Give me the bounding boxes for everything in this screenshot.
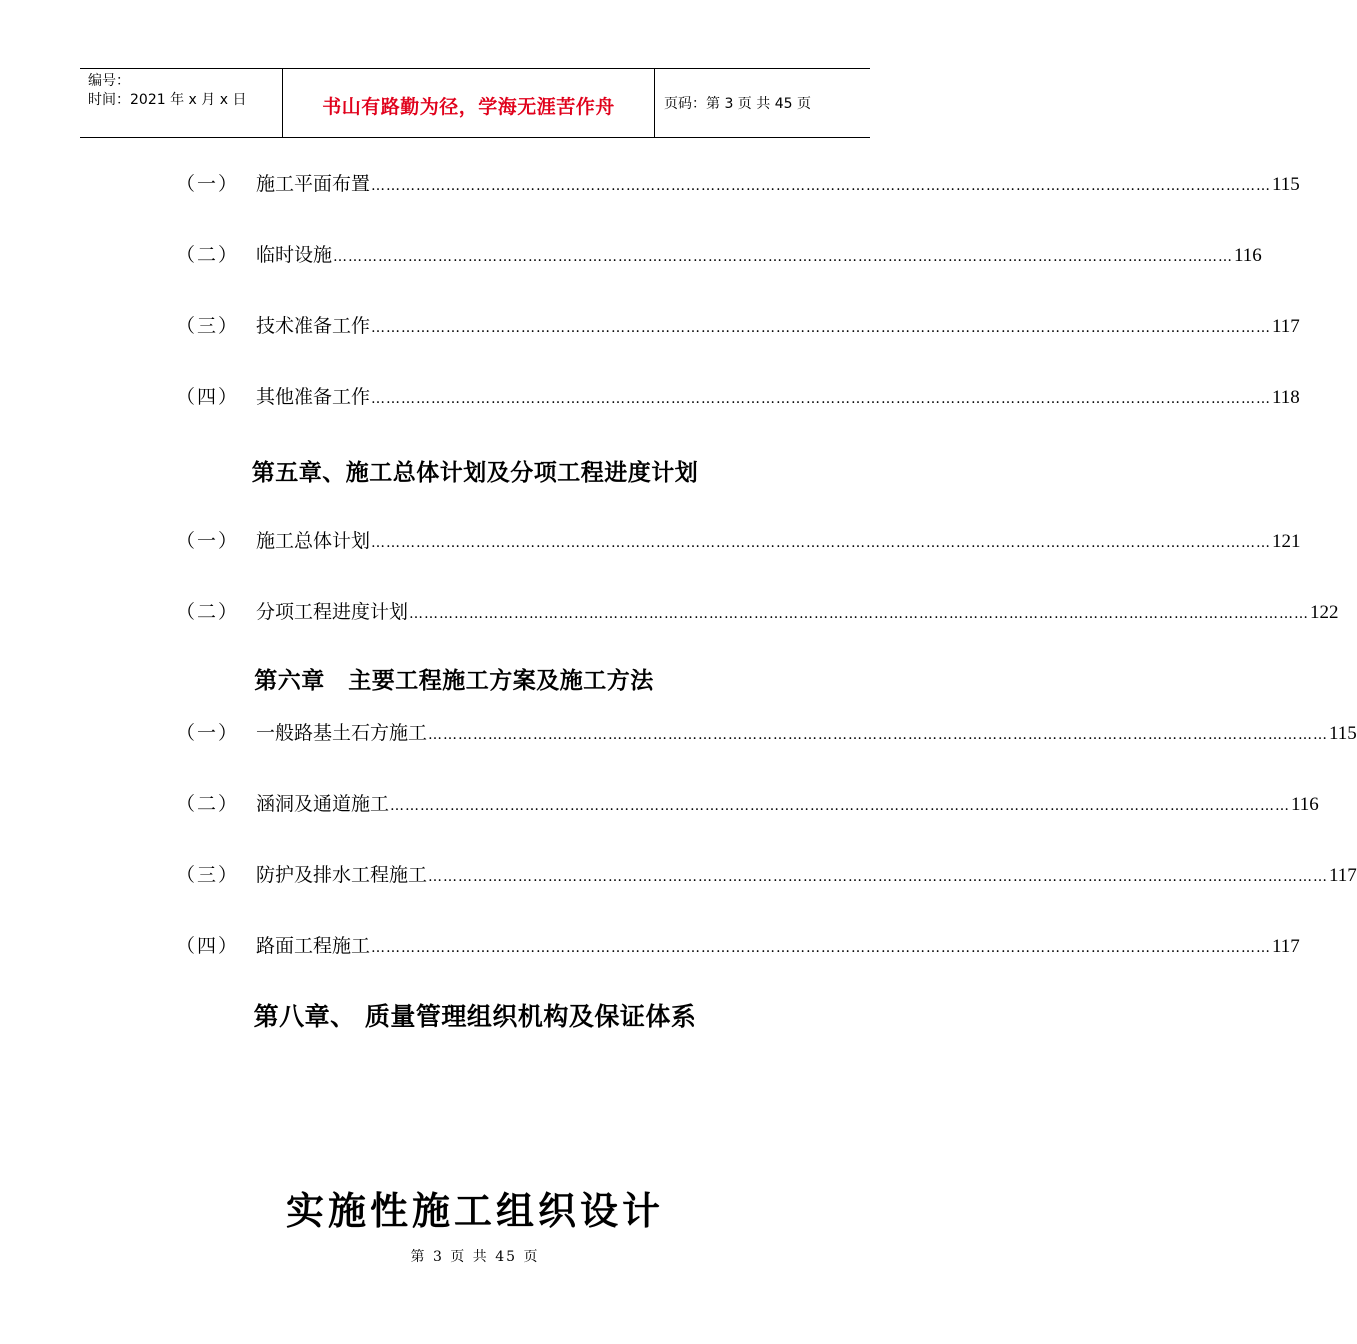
toc-entry-number: （二） <box>176 793 240 815</box>
toc-entry-page: 118 <box>1272 387 1300 408</box>
header-page-number: 页码：第 3 页 共 45 页 <box>664 96 811 112</box>
toc-entry-number: （四） <box>176 386 240 408</box>
toc-entry-number: （四） <box>176 935 240 957</box>
toc-entry[interactable] <box>176 720 1357 746</box>
toc-entry-number: （一） <box>176 530 240 552</box>
toc-leader-dots: ……………………………………………………………………………………………………………………………………………………………… <box>390 798 1291 814</box>
toc-entry-number: （三） <box>176 864 240 886</box>
toc-entry-number: （二） <box>176 244 240 266</box>
toc-entry[interactable] <box>176 384 1300 410</box>
toc-entry[interactable] <box>176 313 1300 339</box>
toc-leader-dots: ……………………………………………………………………………………………………………………………………………………………… <box>428 869 1329 885</box>
toc-entry-number: （一） <box>176 173 240 195</box>
toc-entry-page: 117 <box>1329 865 1357 886</box>
toc-entry[interactable] <box>176 528 1301 554</box>
chapter-heading[interactable]: 第五章、施工总体计划及分项工程进度计划 <box>251 460 699 486</box>
toc-entry-page: 116 <box>1291 794 1319 815</box>
toc-entry-page: 121 <box>1272 531 1301 552</box>
toc-leader-dots: ……………………………………………………………………………………………………………………………………………………………… <box>371 940 1272 956</box>
header-meta <box>80 69 282 137</box>
page-footer: 第 3 页 共 45 页 <box>410 1249 540 1265</box>
toc-entry-page: 117 <box>1272 936 1300 957</box>
toc-leader-dots: ……………………………………………………………………………………………………………………………………………………………… <box>333 249 1234 265</box>
toc-entry-title: 防护及排水工程施工 <box>256 864 428 886</box>
toc-entry-title: 施工总体计划 <box>256 530 371 552</box>
toc-entry-title: 施工平面布置 <box>256 173 371 195</box>
header-date: 时间：2021 年 x 月 x 日 <box>88 92 247 108</box>
toc-entry-title: 技术准备工作 <box>256 315 371 337</box>
page-header <box>80 68 870 138</box>
toc-entry-title: 临时设施 <box>256 244 333 266</box>
toc-entry[interactable] <box>176 862 1357 888</box>
toc-leader-dots: ……………………………………………………………………………………………………………………………………………………………… <box>371 535 1272 551</box>
header-page-cell <box>655 69 870 137</box>
toc-entry[interactable] <box>176 242 1262 268</box>
toc-entry[interactable] <box>176 171 1300 197</box>
document-title: 实施性施工组织设计 <box>285 1188 664 1233</box>
header-number: 编号： <box>88 73 130 89</box>
chapter-heading[interactable]: 第六章 主要工程施工方案及施工方法 <box>254 668 654 694</box>
toc-leader-dots: ……………………………………………………………………………………………………………………………………………………………… <box>371 178 1272 194</box>
toc-entry-number: （三） <box>176 315 240 337</box>
toc-entry[interactable] <box>176 933 1300 959</box>
toc-entry-page: 116 <box>1234 245 1262 266</box>
toc-entry-title: 分项工程进度计划 <box>256 601 409 623</box>
toc-leader-dots: ……………………………………………………………………………………………………………………………………………………………… <box>409 606 1310 622</box>
header-slogan: 书山有路勤为径，学海无涯苦作舟 <box>322 95 615 118</box>
toc-entry-title: 涵洞及通道施工 <box>256 793 390 815</box>
toc-entry[interactable] <box>176 599 1339 625</box>
header-slogan-cell <box>282 69 655 137</box>
toc-entry-title: 路面工程施工 <box>256 935 371 957</box>
toc-entry-page: 115 <box>1329 723 1357 744</box>
toc-entry-page: 115 <box>1272 174 1300 195</box>
toc-leader-dots: ……………………………………………………………………………………………………………………………………………………………… <box>371 391 1272 407</box>
toc-leader-dots: ……………………………………………………………………………………………………………………………………………………………… <box>371 320 1272 336</box>
toc-entry[interactable] <box>176 791 1319 817</box>
toc-entry-number: （一） <box>176 722 240 744</box>
toc-entry-title: 一般路基土石方施工 <box>256 722 428 744</box>
chapter-heading[interactable]: 第八章、 质量管理组织机构及保证体系 <box>253 1002 697 1031</box>
toc-leader-dots: ……………………………………………………………………………………………………………………………………………………………… <box>428 727 1329 743</box>
toc-entry-number: （二） <box>176 601 240 623</box>
toc-entry-page: 122 <box>1310 602 1339 623</box>
toc-entry-title: 其他准备工作 <box>256 386 371 408</box>
toc-entry-page: 117 <box>1272 316 1300 337</box>
